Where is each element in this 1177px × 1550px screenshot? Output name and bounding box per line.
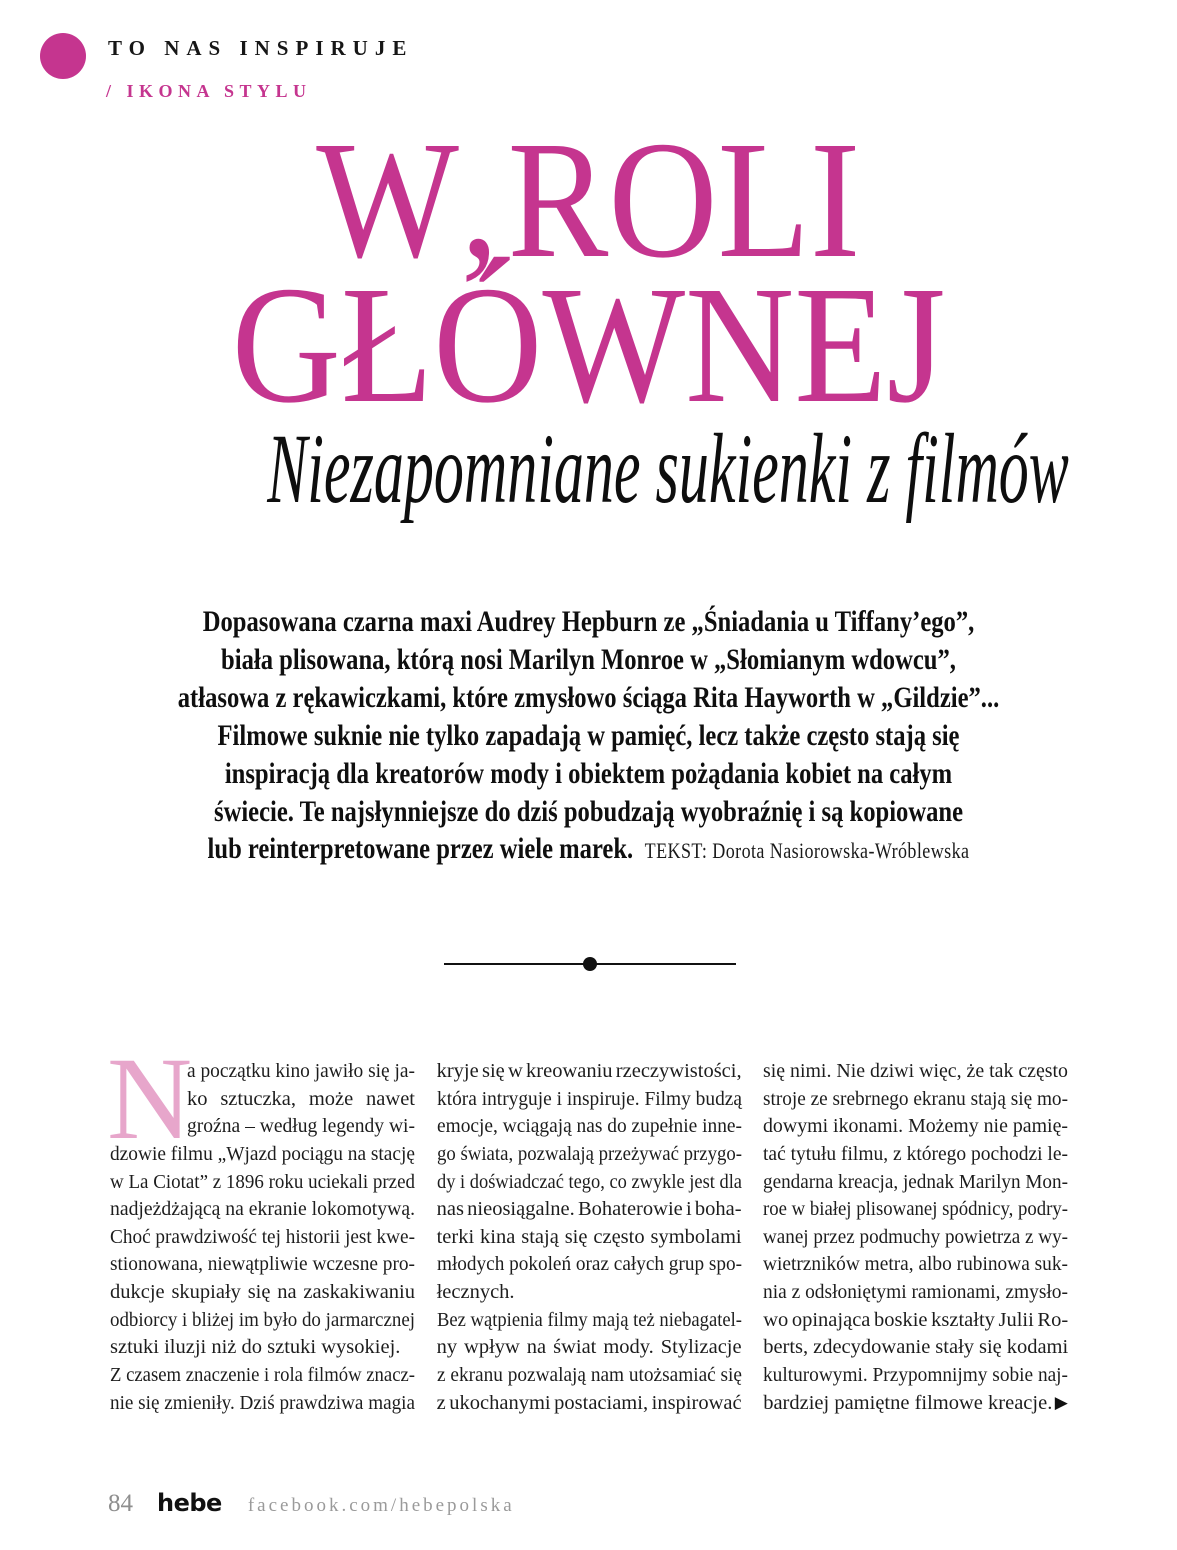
text-line: nia z odsłoniętymi ramionami, zmysło- xyxy=(763,1281,1069,1304)
text-line: nadjeżdżającą na ekranie lokomotywą. xyxy=(110,1198,415,1221)
intro-line: biała plisowana, którą nosi Marilyn Monroe w „Słomianym wdowcu”, xyxy=(221,642,956,676)
drop-cap: N xyxy=(107,1033,193,1164)
brand-logo: hebe xyxy=(157,1489,222,1517)
text-line: ko sztuczka, może nawet xyxy=(187,1087,415,1110)
intro-line: świecie. Te najsłynniejsze do dziś pobudzają wyobraźnię i są kopiowane xyxy=(213,794,963,828)
brand-dot-icon xyxy=(40,33,86,79)
text-line: nas nieosiągalne. Bohaterowie i boha- xyxy=(436,1198,742,1221)
text-line: stroje ze srebrnego ekranu stają się mo- xyxy=(763,1087,1069,1110)
text-line: wo opinająca boskie kształty Julii Ro- xyxy=(763,1308,1069,1331)
column-1 xyxy=(107,1033,415,1417)
subtitle: Niezapomniane sukienki z filmów xyxy=(267,413,1069,524)
text-line: odbiorcy i bliżej im było do jarmarcznej xyxy=(110,1308,415,1331)
text-line: bardziej pamiętne filmowe kreacje. ▶ xyxy=(763,1391,1068,1414)
text-line: z ekranu pozwalają nam utożsamiać się xyxy=(436,1364,742,1387)
intro-line: Filmowe suknie nie tylko zapadają w pamięć, lecz także często stają się xyxy=(217,718,960,752)
text-line: wietrzników metra, albo rubinowa suk- xyxy=(763,1253,1069,1276)
text-line: gendarna kreacja, jednak Marilyn Mon- xyxy=(763,1170,1069,1193)
section-label: TO NAS INSPIRUJE xyxy=(108,36,414,60)
text-line: Bez wątpienia filmy mają też niebagatel- xyxy=(436,1308,742,1331)
headline-word-1: W xyxy=(316,107,460,293)
intro-line-last xyxy=(106,830,1071,870)
text-line: sztuki iluzji niż do sztuki wysokiej. xyxy=(110,1336,401,1359)
text-line: tać tytułu filmu, z którego pochodzi le- xyxy=(763,1142,1069,1165)
divider-dot-icon xyxy=(583,957,597,971)
facebook-url: facebook.com/hebepolska xyxy=(247,1495,515,1516)
text-line: Z czasem znaczenie i rola filmów znacz- xyxy=(110,1364,415,1387)
section-divider xyxy=(444,956,736,972)
intro-line: Dopasowana czarna maxi Audrey Hepburn ze „Śniadania u Tiffany’ego”, xyxy=(202,605,975,638)
text-line: dowymi ikonami. Możemy nie pamię- xyxy=(763,1115,1069,1138)
footer xyxy=(108,1489,515,1518)
subsection-label: / IKONA STYLU xyxy=(106,81,312,101)
text-line: z ukochanymi postaciami, inspirować xyxy=(436,1391,742,1414)
intro-paragraph xyxy=(106,603,1071,870)
text-line: Choć prawdziwość tej historii jest kwe- xyxy=(110,1225,415,1248)
text-line: ny wpływ na świat mody. Stylizacje xyxy=(436,1336,742,1359)
text-line: a początku kino jawiło się ja- xyxy=(187,1060,415,1082)
text-line: która intryguje i inspiruje. Filmy budzą xyxy=(436,1087,742,1110)
column-3 xyxy=(763,1058,1068,1417)
text-line: dy i doświadczać tego, co zwykle jest dla xyxy=(436,1170,742,1193)
text-line: młodych pokoleń oraz całych grup spo- xyxy=(436,1253,742,1276)
article-columns xyxy=(107,1033,1069,1417)
text-line: go świata, pozwalają przeżywać przygo- xyxy=(436,1142,742,1165)
text-line: terki kina stają się często symbolami xyxy=(436,1225,742,1248)
byline-label: TEKST: xyxy=(644,838,708,864)
headline xyxy=(0,107,1177,438)
continue-arrow-icon: ▶ xyxy=(1054,1393,1068,1413)
text-line: kulturowymi. Przypomnijmy sobie naj- xyxy=(763,1364,1069,1387)
text-line: kryje się w kreowaniu rzeczywistości, xyxy=(436,1060,742,1082)
text-line: się nimi. Nie dziwi więc, że tak często xyxy=(763,1060,1069,1082)
text-line: stionowana, niewątpliwie wczesne pro- xyxy=(110,1253,415,1276)
intro-line-text: lub reinterpretowane przez wiele marek. xyxy=(207,832,634,866)
text-line: dukcje skupiały się na zaskakiwaniu xyxy=(110,1281,415,1304)
text-line: berts, zdecydowanie stały się kodami xyxy=(763,1336,1069,1359)
text-line: wanej przez podmuchy powietrza z wy- xyxy=(763,1225,1069,1248)
intro-line: atłasowa z rękawiczkami, które zmysłowo ściąga Rita Hayworth w „Gildzie”... xyxy=(177,680,1000,714)
text-line: dzowie filmu „Wjazd pociągu na stację xyxy=(110,1142,415,1165)
text-line: emocje, wciągają nas do zupełnie inne- xyxy=(436,1115,742,1138)
headline-line-2: GŁÓWNEJ xyxy=(231,252,946,438)
text-line: roe w białej plisowanej spódnicy, podry- xyxy=(763,1198,1069,1221)
headline-word-2: ROLI xyxy=(507,107,861,293)
byline-author: Dorota Nasiorowska-Wróblewska xyxy=(712,838,970,864)
text-line: groźna – według legendy wi- xyxy=(187,1115,415,1138)
text-line: nie się zmieniły. Dziś prawdziwa magia xyxy=(110,1391,415,1414)
headline-comma: , xyxy=(460,107,499,293)
page-number: 84 xyxy=(108,1490,133,1517)
text-line: w La Ciotat” z 1896 roku uciekali przed xyxy=(110,1170,415,1193)
intro-line: inspiracją dla kreatorów mody i obiektem pożądania kobiet na całym xyxy=(224,756,953,790)
text-line: łecznych. xyxy=(436,1281,515,1304)
column-2 xyxy=(437,1058,742,1417)
